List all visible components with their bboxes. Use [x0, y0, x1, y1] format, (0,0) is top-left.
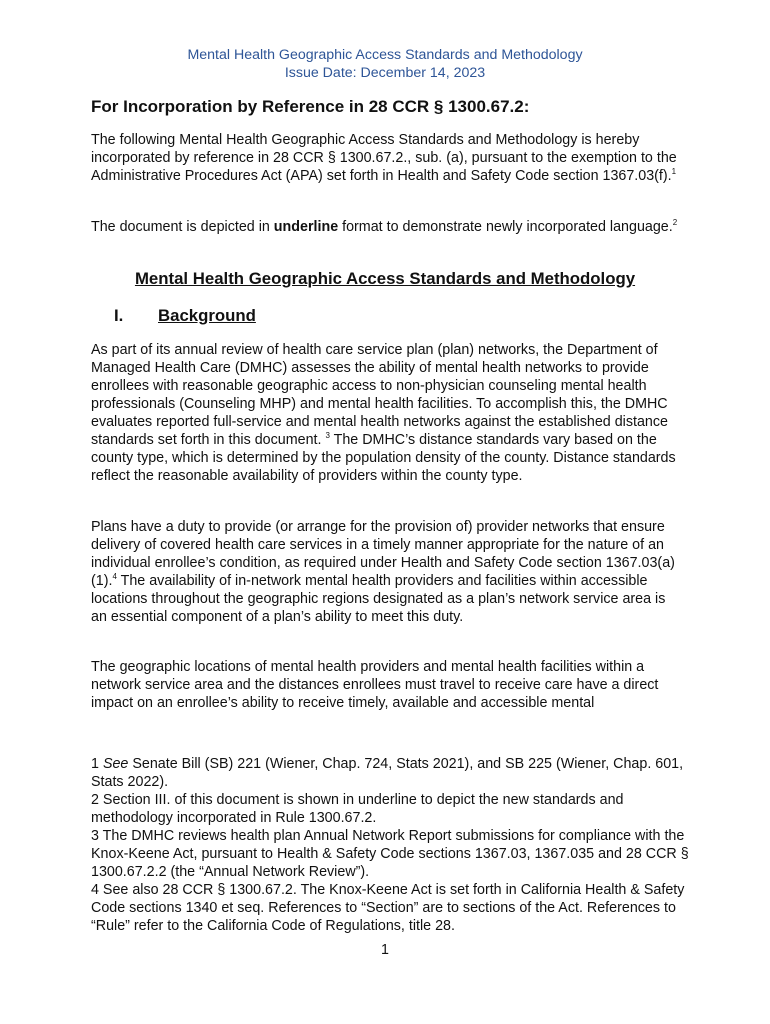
footnote-1-text: Senate Bill (SB) 221 (Wiener, Chap. 724, Stats 2021), and SB 225 (Wiener, Chap. 601, Stats 2022). — [91, 756, 684, 790]
footnote-4-number: 4 — [91, 882, 99, 898]
section-title: Background — [158, 306, 256, 325]
footnote-ref-1[interactable]: 1 — [671, 167, 677, 177]
footnote-2-number: 2 — [91, 792, 99, 808]
underline-para-before: The document is depicted in — [91, 219, 274, 235]
footnote-3 — [91, 827, 691, 881]
footnote-2 — [91, 791, 691, 827]
underline-bold-word: underline — [273, 219, 339, 235]
background-p1-text-b: The DMHC’s distance standards vary based on the county type, which is determined by the population density of the county. Distance standards reflect the reasonable availability of providers within the county type. — [91, 432, 676, 484]
page-header — [0, 46, 770, 82]
footnote-1 — [91, 755, 691, 791]
footnote-ref-3[interactable]: 3 — [325, 431, 330, 441]
header-issue-date: Issue Date: December 14, 2023 — [284, 65, 486, 81]
footnote-1-number: 1 — [91, 756, 99, 772]
underline-para-after: format to demonstrate newly incorporated language. — [338, 219, 673, 235]
footnote-3-text: The DMHC reviews health plan Annual Network Report submissions for compliance with the Knox-Keene Act, pursuant to Health & Safety Code sections 1367.03, 1367.035 and 28 CCR § 1300.67.2.2 (the “Annual Network Review”). — [91, 828, 689, 880]
footnote-ref-4[interactable]: 4 — [112, 572, 117, 582]
footnote-1-see: See — [102, 756, 129, 772]
background-p1-text-a: As part of its annual review of health care service plan (plan) networks, the Department of Managed Health Care (DMHC) assesses the ability of mental health networks to provide enrollees with reasonable geographic access to non-physician counseling mental health professionals (Counseling MHP) and mental health facilities. To accomplish this, the DMHC evaluates reported full-service and mental health networks against the established distance standards set forth in this document. — [91, 342, 668, 448]
section-number: I. — [114, 306, 124, 325]
incorporation-paragraph — [91, 131, 683, 185]
background-p2-text-a: Plans have a duty to provide (or arrange for the provision of) provider networks that ensure delivery of covered health care services in a timely manner appropriate for the nature of an individual enrollee’s condition, as required under Health and Safety Code section 1367.03(a)(1). — [91, 519, 675, 589]
footnote-3-number: 3 — [91, 828, 99, 844]
footnote-4 — [91, 881, 691, 935]
incorporation-text: The following Mental Health Geographic Access Standards and Methodology is hereby incorporated by reference in 28 CCR § 1300.67.2., sub. (a), pursuant to the exemption to the Administrative Procedures Act (APA) set forth in Health and Safety Code section 1367.03(f). — [91, 132, 677, 184]
footnotes — [91, 755, 691, 935]
footnote-4-text: See also 28 CCR § 1300.67.2. The Knox-Keene Act is set forth in California Health & Safety Code sections 1340 et seq. References to “Section” are to sections of the Act. References to “Rule” refer to the California Code of Regulations, title 28. — [91, 882, 685, 934]
underline-format-paragraph — [91, 218, 683, 236]
header-title: Mental Health Geographic Access Standards and Methodology — [187, 47, 583, 63]
background-paragraph-1 — [91, 341, 683, 485]
incorporation-heading: For Incorporation by Reference in 28 CCR § 1300.67.2: — [91, 97, 530, 116]
footnote-2-text: Section III. of this document is shown in underline to depict the new standards and methodology incorporated in Rule 1300.67.2. — [91, 792, 624, 826]
background-paragraph-3 — [91, 658, 683, 712]
background-p2-text-b: The availability of in-network mental health providers and facilities within accessible locations throughout the geographic regions designated as a plan’s network service area is an essential component of a plan’s ability to meet this duty. — [91, 573, 666, 625]
footnote-ref-2[interactable]: 2 — [672, 218, 678, 228]
page-number: 1 — [381, 942, 389, 958]
background-paragraph-2 — [91, 518, 683, 626]
background-p3-text: The geographic locations of mental health providers and mental health facilities within a network service area and the distances enrollees must travel to receive care have a direct impact on an enrollee’s ability to receive timely, available and accessible mental — [91, 659, 659, 711]
document-title: Mental Health Geographic Access Standards and Methodology — [134, 269, 636, 288]
